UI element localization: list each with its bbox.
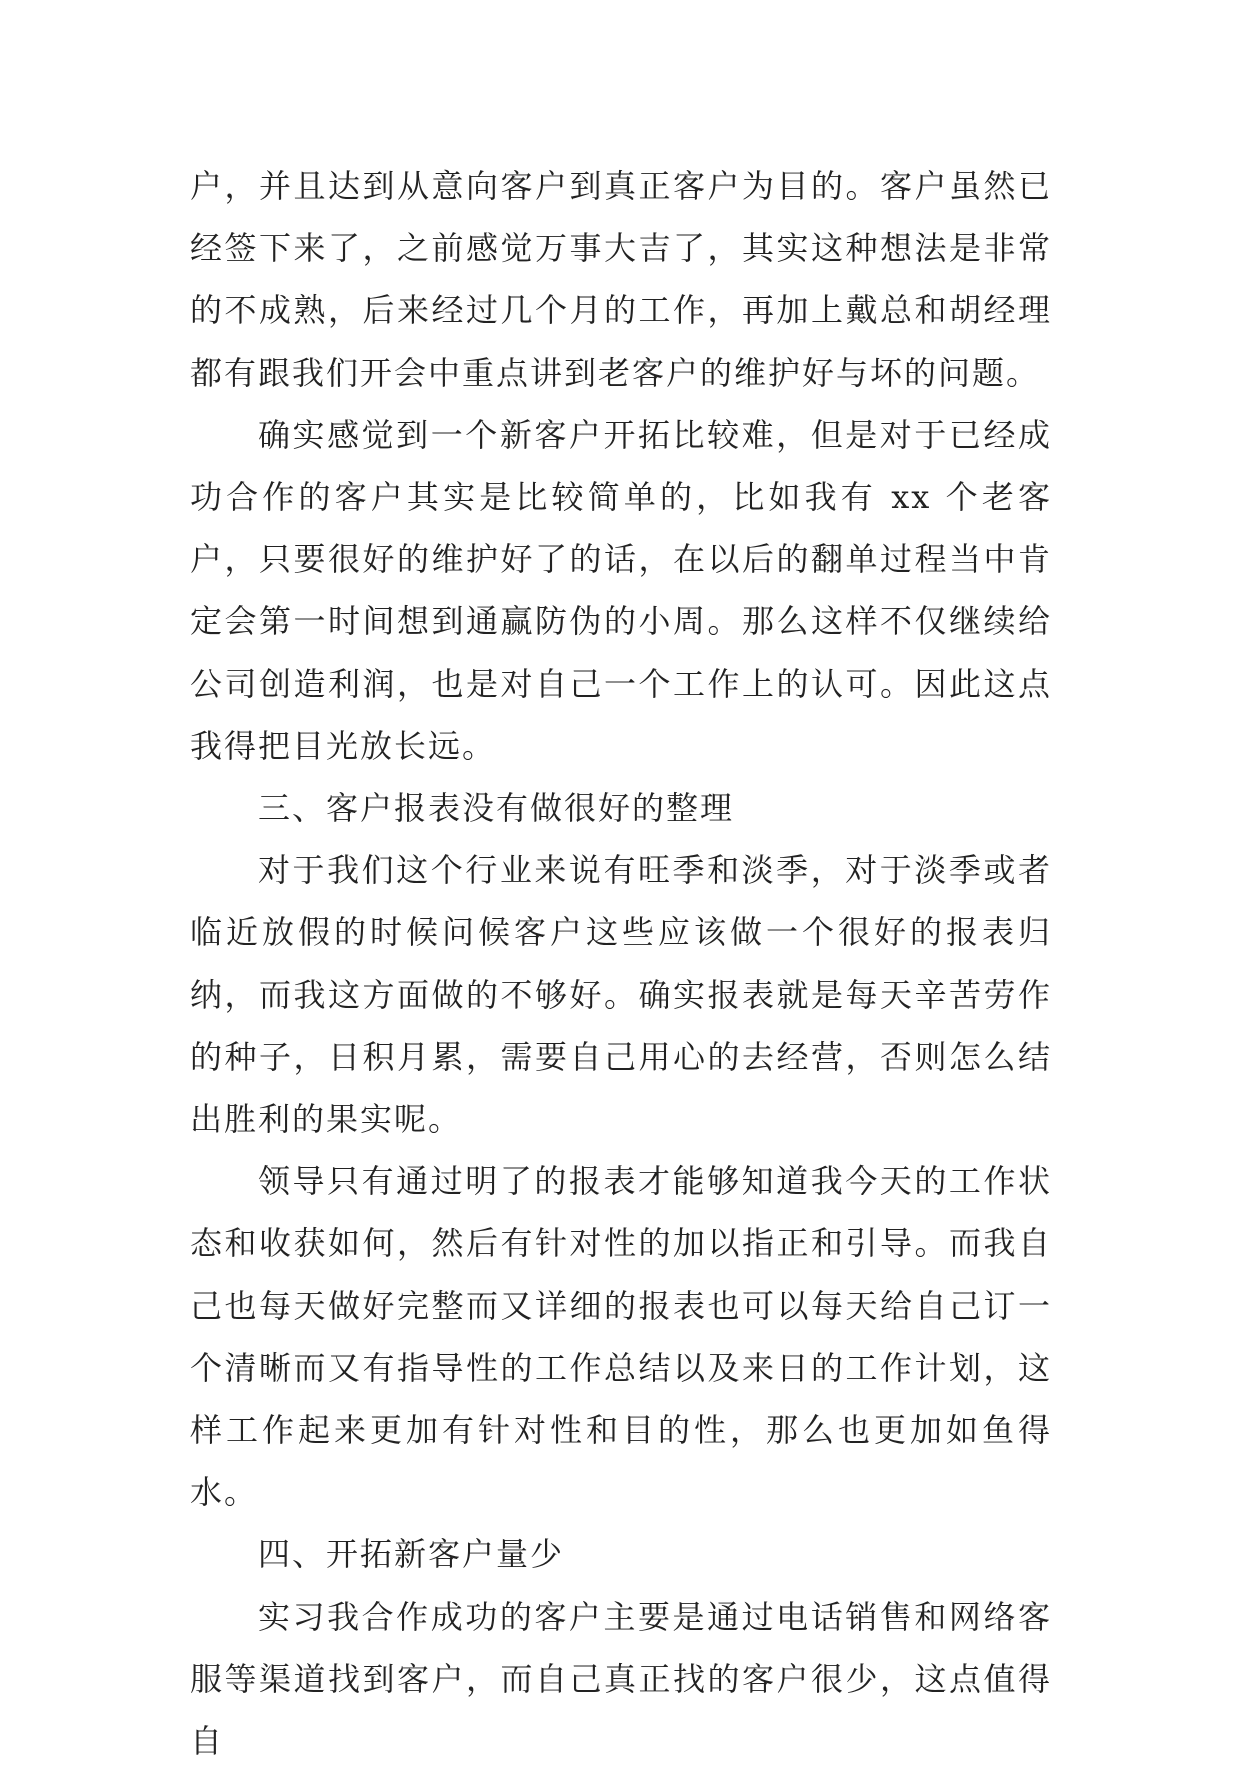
section-heading-three: 三、客户报表没有做很好的整理 bbox=[258, 789, 735, 828]
paragraph-continued: 户，并且达到从意向客户到真正客户为目的。客户虽然已经签下来了，之前感觉万事大吉了，其实这种想法是非常的不成熟，后来经过几个月的工作，再加上戴总和胡经理都有跟我们开会中重点讲到老客户的维护好与坏的问题。 bbox=[190, 167, 1052, 392]
document-body bbox=[190, 155, 1052, 1772]
paragraph-old-clients: 确实感觉到一个新客户开拓比较难，但是对于已经成功合作的客户其实是比较简单的，比如我有 xx 个老客户，只要很好的维护好了的话，在以后的翻单过程当中肯定会第一时间想到通赢防伪的小周。那么这样不仅继续给公司创造利润，也是对自己一个工作上的认可。因此这点我得把目光放长远。 bbox=[190, 415, 1052, 765]
paragraph-reports: 对于我们这个行业来说有旺季和淡季，对于淡季或者临近放假的时候问候客户这些应该做一个很好的报表归纳，而我这方面做的不够好。确实报表就是每天辛苦劳作的种子，日积月累，需要自己用心的去经营，否则怎么结出胜利的果实呢。 bbox=[190, 851, 1052, 1139]
section-heading-four: 四、开拓新客户量少 bbox=[258, 1535, 565, 1574]
paragraph-new-clients: 实习我合作成功的客户主要是通过电话销售和网络客服等渠道找到客户，而自己真正找的客户很少，这点值得自 bbox=[190, 1597, 1052, 1761]
paragraph-leadership: 领导只有通过明了的报表才能够知道我今天的工作状态和收获如何，然后有针对性的加以指正和引导。而我自己也每天做好完整而又详细的报表也可以每天给自己订一个清晰而又有指导性的工作总结以及来日的工作计划，这样工作起来更加有针对性和目的性，那么也更加如鱼得水。 bbox=[190, 1162, 1052, 1512]
